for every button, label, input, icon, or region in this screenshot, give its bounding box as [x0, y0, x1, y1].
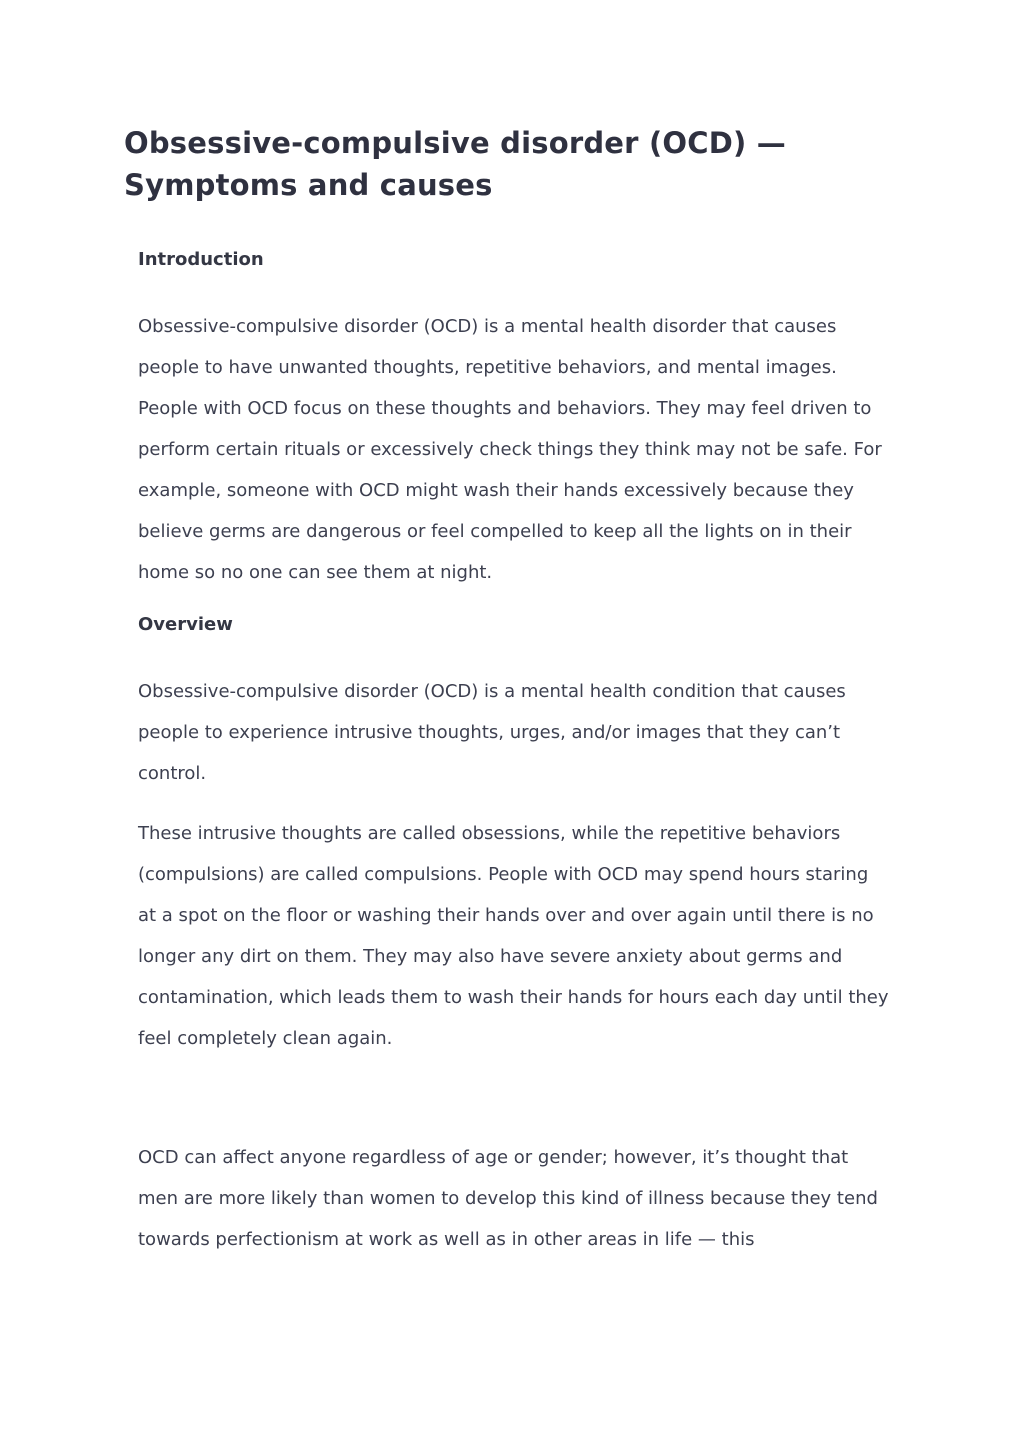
- overview-paragraph-2: These intrusive thoughts are called obsessions, while the repetitive behaviors (compulsions) are called compulsions. People with OCD may spend hours staring at a spot on the floor or washing their hands over and over again until there is no longer any dirt on them. They may also have severe anxiety about germs and contamination, which leads them to wash their hands for hours each day until they feel completely clean again.: [138, 823, 889, 1049]
- overview-paragraph-1: Obsessive-compulsive disorder (OCD) is a mental health condition that causes people to experience intrusive thoughts, urges, and/or images that they can’t control.: [138, 681, 846, 784]
- section-heading-introduction: Introduction: [138, 249, 264, 270]
- overview-paragraph-3: OCD can affect anyone regardless of age or gender; however, it’s thought that men are more likely than women to develop this kind of illness because they tend towards perfectionism at work as well as in other areas in life — this: [138, 1147, 878, 1250]
- section-heading-overview: Overview: [138, 614, 233, 635]
- introduction-paragraph: Obsessive-compulsive disorder (OCD) is a mental health disorder that causes people to have unwanted thoughts, repetitive behaviors, and mental images. People with OCD focus on these thoughts and behaviors. They may feel driven to perform certain rituals or excessively check things they think may not be safe. For example, someone with OCD might wash their hands excessively because they believe germs are dangerous or feel compelled to keep all the lights on in their home so no one can see them at night.: [138, 316, 882, 583]
- article-body: [138, 246, 890, 1260]
- page-title: Obsessive-compulsive disorder (OCD) — Symptoms and causes: [124, 126, 786, 202]
